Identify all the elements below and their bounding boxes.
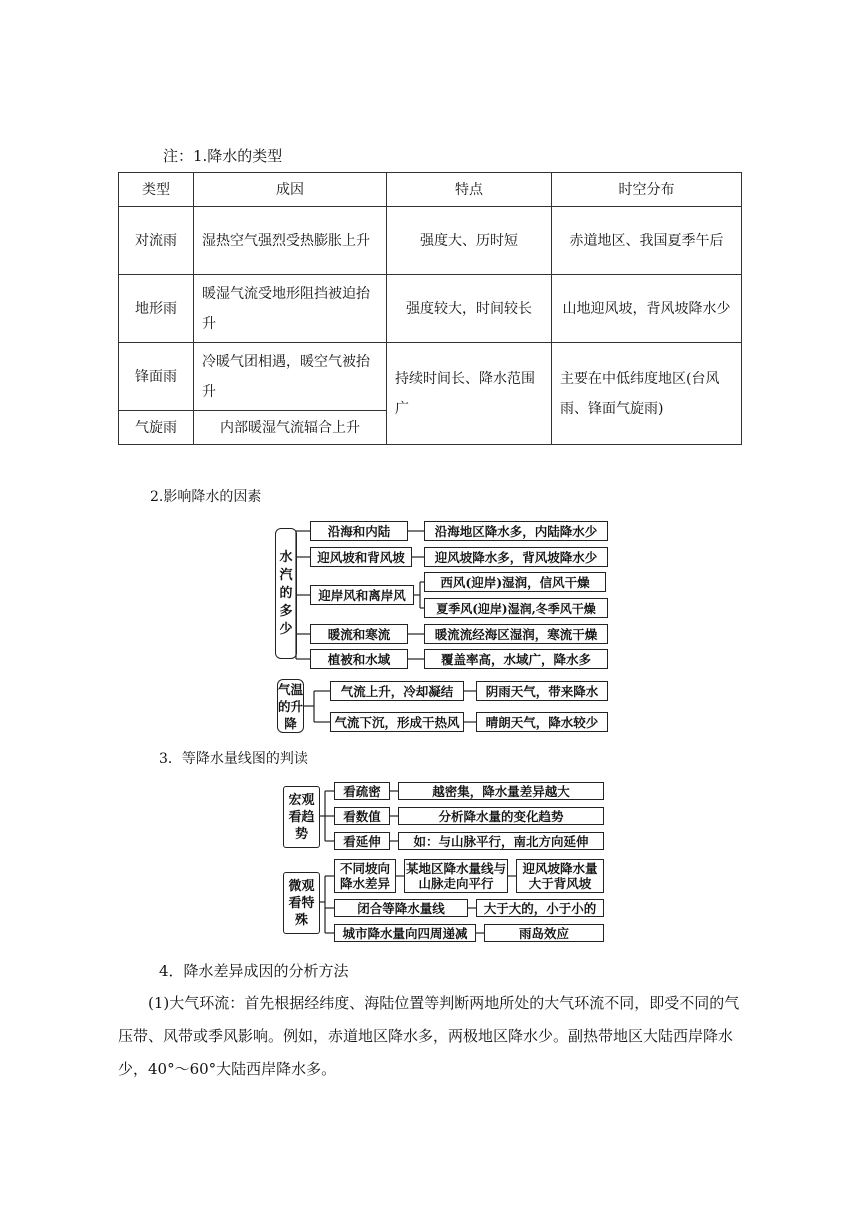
table-cell: 气旋雨 — [119, 411, 194, 445]
micro-desc-box: 雨岛效应 — [484, 924, 604, 942]
factor-box: 迎风坡和背风坡 — [310, 547, 412, 567]
macro-desc-box: 越密集，降水量差异越大 — [398, 782, 604, 800]
section4-paragraph: (1)大气环流：首先根据经纬度、海陆位置等判断两地所处的大气环流不同，即受不同的气压带、风带或季风影响。例如，赤道地区降水多，两极地区降水少。副热带地区大陆西岸降水少，40°～60°大陆西岸降水多。 — [118, 994, 740, 1078]
table-cell: 强度大、历时短 — [387, 207, 552, 275]
factor-box: 气流上升，冷却凝结 — [330, 681, 464, 701]
macro-desc-box: 如：与山脉平行，南北方向延伸 — [398, 832, 604, 850]
effect-box: 沿海地区降水多，内陆降水少 — [424, 521, 608, 541]
table-cell: 锋面雨 — [119, 343, 194, 411]
table-cell: 赤道地区、我国夏季午后 — [552, 207, 742, 275]
section3-title: 3．等降水量线图的判读 — [159, 751, 308, 767]
table-header: 特点 — [387, 173, 552, 207]
group-macro: 宏观看趋势 — [283, 786, 320, 848]
effect-box: 晴朗天气，降水较少 — [476, 712, 608, 732]
factor-box: 暖流和寒流 — [310, 624, 408, 644]
effect-box: 阴雨天气，带来降水 — [476, 681, 608, 701]
note-title: 注：1.降水的类型 — [163, 147, 283, 165]
micro-label-box: 城市降水量向四周递减 — [334, 924, 476, 942]
table-cell: 主要在中低纬度地区(台风雨、锋面气旋雨) — [552, 343, 742, 445]
micro-label-box: 不同坡向降水差异 — [334, 859, 396, 893]
table-header: 类型 — [119, 173, 194, 207]
micro-label-box: 闭合等降水量线 — [334, 899, 468, 917]
table-cell: 暖湿气流受地形阻挡被迫抬升 — [194, 275, 387, 343]
table-cell: 持续时间长、降水范围广 — [387, 343, 552, 445]
table-cell: 地形雨 — [119, 275, 194, 343]
group-water-vapor: 水汽的多少 — [275, 528, 297, 659]
table-header: 时空分布 — [552, 173, 742, 207]
effect-box: 暖流流经海区湿润，寒流干燥 — [424, 624, 608, 644]
table-cell: 强度较大，时间较长 — [387, 275, 552, 343]
factor-box: 植被和水域 — [310, 649, 408, 669]
table-cell: 对流雨 — [119, 207, 194, 275]
macro-label-box: 看延伸 — [334, 832, 390, 850]
micro-desc-box: 迎风坡降水量大于背风坡 — [516, 859, 604, 893]
macro-desc-box: 分析降水量的变化趋势 — [398, 807, 604, 825]
micro-mid-box: 某地区降水量线与山脉走向平行 — [405, 861, 506, 891]
effect-box: 夏季风(迎岸)湿润,冬季风干燥 — [424, 598, 608, 618]
table-cell: 冷暖气团相遇，暖空气被抬升 — [194, 343, 387, 411]
table-cell: 湿热空气强烈受热膨胀上升 — [194, 207, 387, 275]
section2-title: 2.影响降水的因素 — [150, 489, 262, 505]
effect-box: 迎风坡降水多，背风坡降水少 — [424, 547, 608, 567]
factor-box: 气流下沉，形成干热风 — [330, 712, 464, 732]
group-temperature: 气温的升降 — [277, 679, 304, 733]
factor-box: 迎岸风和离岸风 — [310, 585, 414, 605]
macro-label-box: 看数值 — [334, 807, 390, 825]
section4-title: 4．降水差异成因的分析方法 — [159, 962, 349, 980]
table-cell: 内部暖湿气流辐合上升 — [194, 411, 387, 445]
effect-box: 西风(迎岸)湿润，信风干燥 — [424, 572, 606, 592]
factor-box: 沿海和内陆 — [310, 521, 408, 541]
macro-label-box: 看疏密 — [334, 782, 390, 800]
group-micro: 微观看特殊 — [283, 872, 320, 934]
micro-desc-box: 大于大的，小于小的 — [476, 899, 604, 917]
table-cell: 山地迎风坡，背风坡降水少 — [552, 275, 742, 343]
effect-box: 覆盖率高，水域广，降水多 — [424, 649, 608, 669]
table-header: 成因 — [194, 173, 387, 207]
